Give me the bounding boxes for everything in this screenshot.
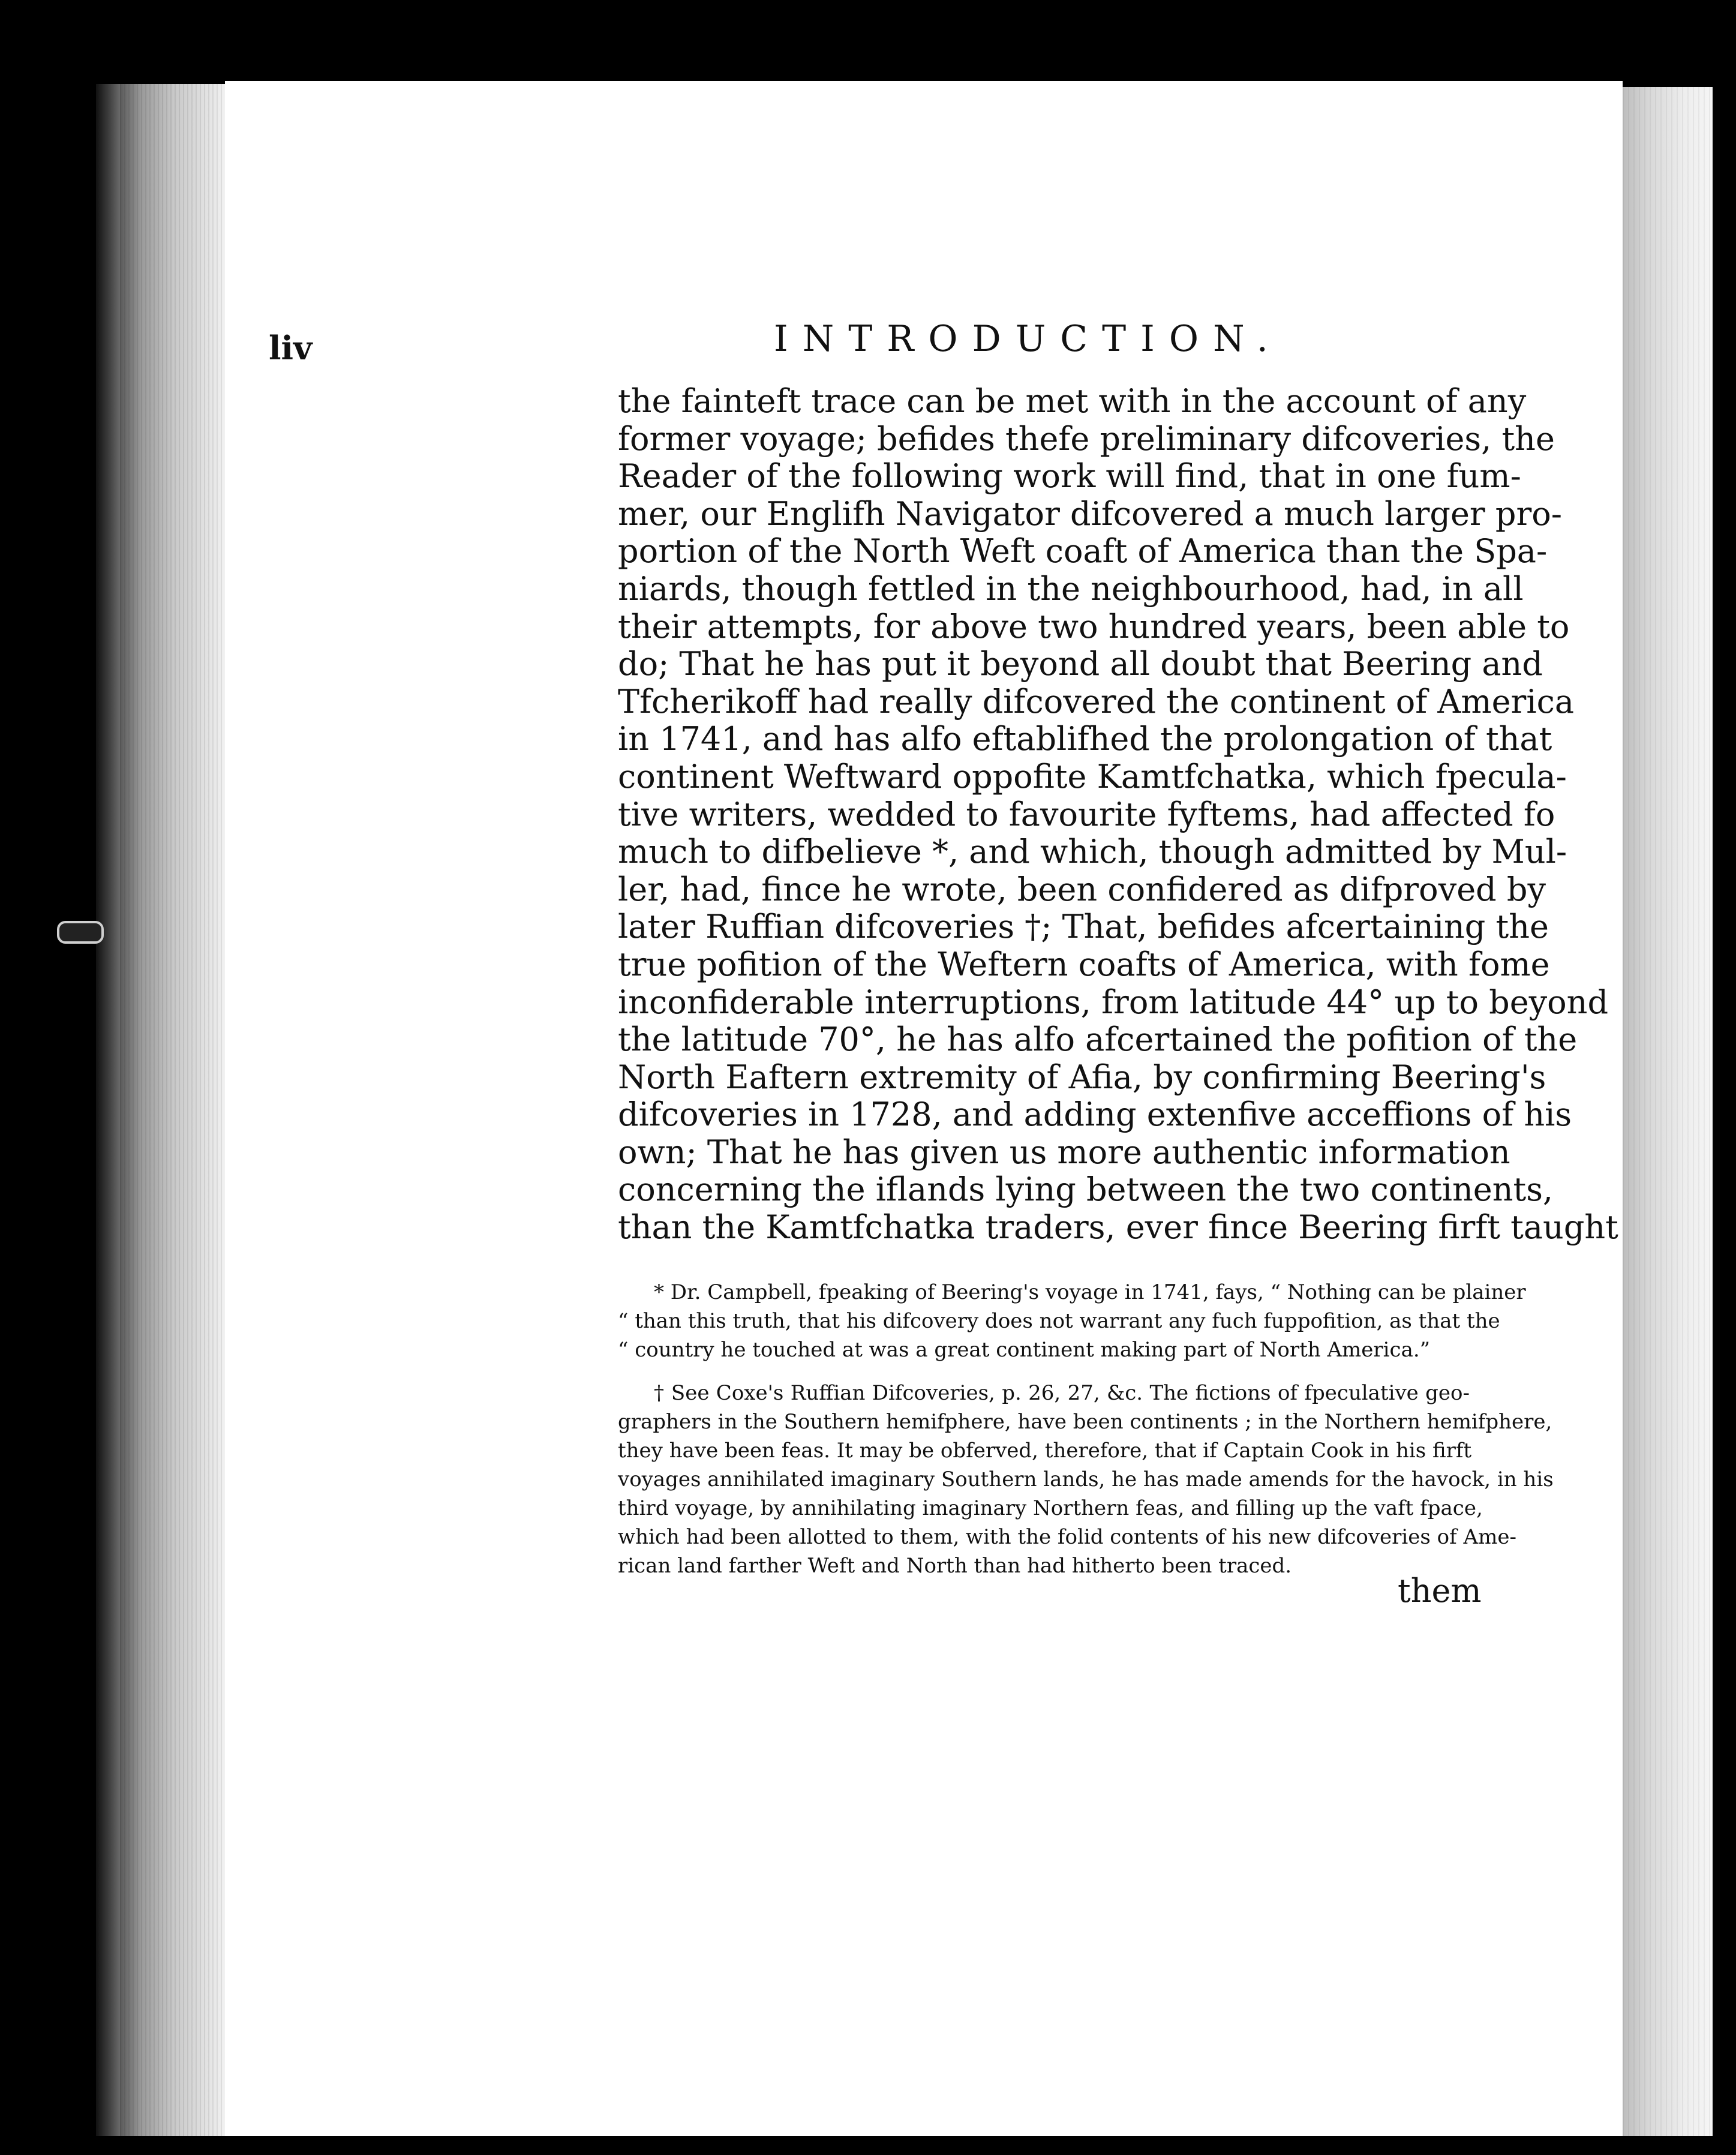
body-line: inconfiderable interruptions, from latitude 44° up to beyond (618, 983, 1609, 1021)
body-line: the latitude 70°, he has alfo afcertained the pofition of the (618, 1021, 1578, 1059)
body-line: former voyage; befides thefe preliminary difcoveries, the (618, 419, 1555, 458)
body-line: in 1741, and has alfo eftablifhed the prolongation of that (618, 720, 1552, 758)
body-text (618, 382, 1618, 1247)
body-line: ler, had, fince he wrote, been confidered as difproved by (618, 870, 1546, 908)
page-number: liv (269, 329, 313, 367)
body-line: mer, our Englifh Navigator difcovered a much larger pro- (618, 494, 1563, 533)
body-line: tive writers, wedded to favourite fyftems, had affected fo (618, 795, 1555, 833)
left-page-edge (120, 84, 228, 2136)
body-line: the fainteft trace can be met with in the account of any (618, 382, 1527, 420)
body-line: much to difbelieve *, and which, though admitted by Mul- (618, 833, 1567, 871)
body-line: do; That he has put it beyond all doubt that Beering and (618, 645, 1543, 683)
footnote-line: “ country he touched at was a great continent making part of North America.” (618, 1338, 1431, 1362)
book-binding-shadow (96, 84, 120, 2136)
body-line: concerning the iflands lying between the two continents, (618, 1170, 1554, 1209)
footnote-line: * Dr. Campbell, fpeaking of Beering's voyage in 1741, fays, “ Nothing can be plainer (654, 1280, 1526, 1304)
body-line: difcoveries in 1728, and adding extenfive acceffions of his (618, 1095, 1572, 1134)
right-page-edge (1623, 87, 1713, 2136)
catchword: them (1398, 1572, 1482, 1610)
footnote-line: “ than this truth, that his difcovery does not warrant any fuch fuppofition, as that the (618, 1309, 1500, 1333)
body-line: later Ruffian difcoveries †; That, befides afcertaining the (618, 908, 1549, 946)
body-line: their attempts, for above two hundred years, been able to (618, 607, 1570, 646)
footnote-line: graphers in the Southern hemifphere, have been continents ; in the Northern hemifphere, (618, 1410, 1552, 1434)
body-line: Reader of the following work will find, that in one fum- (618, 457, 1521, 496)
footnote-campbell (618, 1278, 1526, 1364)
body-line: than the Kamtfchatka traders, ever fince Beering firft taught (618, 1208, 1618, 1247)
footnote-line: which had been allotted to them, with the folid contents of his new difcoveries of Ame- (618, 1525, 1516, 1549)
clip-mark (57, 921, 104, 944)
footnote-line: rican land farther Weft and North than had hitherto been traced. (618, 1554, 1292, 1578)
body-line: North Eaftern extremity of Afia, by confirming Beering's (618, 1058, 1546, 1096)
body-line: continent Weftward oppofite Kamtfchatka, which fpecula- (618, 757, 1567, 796)
footnote-line: third voyage, by annihilating imaginary Northern feas, and filling up the vaft fpace, (618, 1496, 1483, 1520)
body-line: niards, though fettled in the neighbourhood, had, in all (618, 569, 1524, 608)
body-line: portion of the North Weft coaft of America than the Spa- (618, 532, 1548, 571)
body-line: true pofition of the Weftern coafts of America, with fome (618, 945, 1550, 983)
body-line: Tfcherikoff had really difcovered the continent of America (618, 682, 1575, 721)
footnotes (618, 1278, 1554, 1595)
body-line: own; That he has given us more authentic information (618, 1133, 1510, 1171)
footnote-coxe (618, 1379, 1554, 1580)
footnote-line: voyages annihilated imaginary Southern lands, he has made amends for the havock, in his (618, 1467, 1554, 1491)
footnote-line: † See Coxe's Ruffian Difcoveries, p. 26, 27, &c. The fictions of fpeculative geo- (654, 1381, 1470, 1405)
running-head: INTRODUCTION. (774, 318, 1283, 360)
footnote-line: they have been feas. It may be obferved, therefore, that if Captain Cook in his firft (618, 1439, 1472, 1463)
